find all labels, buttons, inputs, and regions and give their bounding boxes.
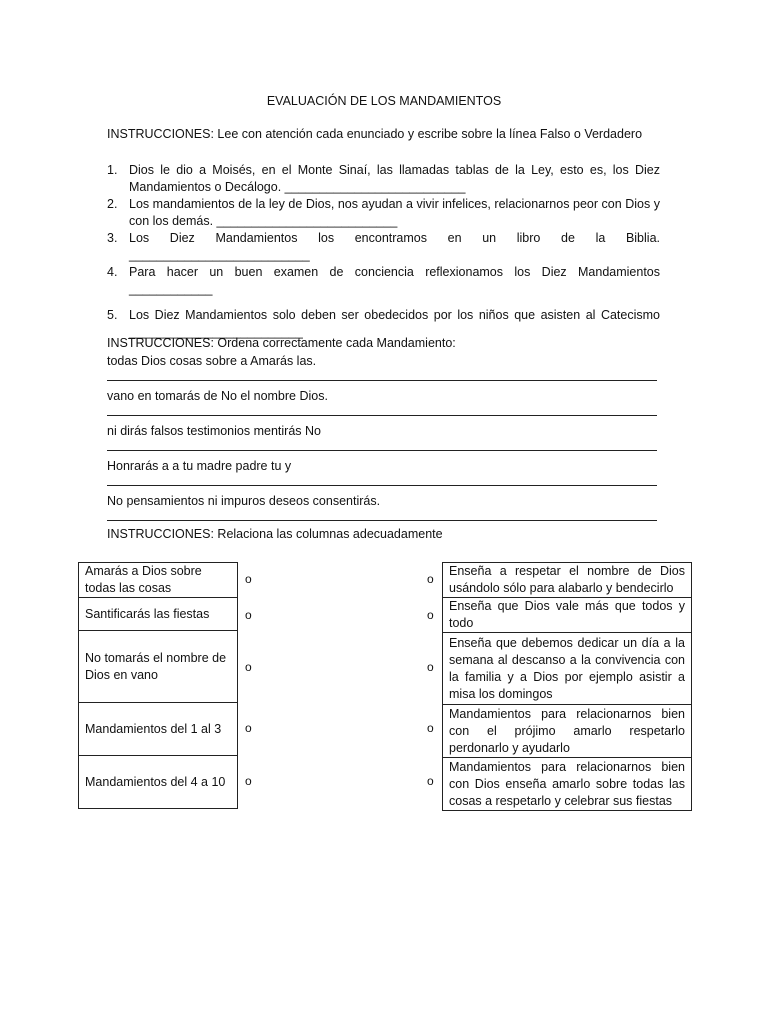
left-column-cell: Santificarás las fiestas <box>79 598 238 631</box>
scrambled-commandment: vano en tomarás de No el nombre Dios. <box>107 389 328 403</box>
match-circle-right[interactable]: o <box>427 774 434 788</box>
scrambled-commandment: todas Dios cosas sobre a Amarás las. <box>107 354 317 368</box>
left-column-cell: No tomarás el nombre de Dios en vano <box>79 631 238 703</box>
page-title: EVALUACIÓN DE LOS MANDAMIENTOS <box>266 94 502 108</box>
right-column-cell: Enseña que Dios vale más que todos y todo <box>443 598 692 633</box>
match-circle-left[interactable]: o <box>245 721 252 735</box>
match-circle-right[interactable]: o <box>427 660 434 674</box>
instructions-true-false <box>107 127 667 141</box>
right-column-cell: Enseña que debemos dedicar un día a la semana al descanso a la convivencia con la familia y a Dios por ejemplo asistir a misa los domingos <box>443 633 692 705</box>
question-item <box>107 230 660 264</box>
question-text: Para hacer un buen examen de conciencia reflexionamos los Diez Mandamientos ____________ <box>129 265 660 296</box>
answer-line[interactable] <box>107 484 657 486</box>
instructions-text: Lee con atención cada enunciado y escribe sobre la línea Falso o Verdadero <box>213 127 643 141</box>
question-text: Dios le dio a Moisés, en el Monte Sinaí, las llamadas tablas de la Ley, esto es, los Diez Mandamientos o Decálogo. __________________________ <box>129 163 660 194</box>
instructions-label: INSTRUCCIONES: <box>107 336 214 350</box>
match-circle-left[interactable]: o <box>245 660 252 674</box>
question-number: 3. <box>107 231 118 245</box>
question-item <box>107 162 660 196</box>
match-circle-left[interactable]: o <box>245 774 252 788</box>
question-text: Los Diez Mandamientos los encontramos en un libro de la Biblia. __________________________ <box>129 231 660 262</box>
question-item <box>107 264 660 298</box>
true-false-list <box>107 162 660 341</box>
question-number: 4. <box>107 265 118 279</box>
question-number: 1. <box>107 163 118 177</box>
scrambled-commandment: Honrarás a a tu madre padre tu y <box>107 459 292 473</box>
question-item <box>107 196 660 230</box>
left-column-cell: Mandamientos del 1 al 3 <box>79 703 238 756</box>
question-number: 2. <box>107 197 118 211</box>
question-number: 5. <box>107 308 118 322</box>
left-column-table <box>78 562 238 809</box>
instructions-text: Relaciona las columnas adecuadamente <box>213 527 443 541</box>
order-list <box>107 353 657 528</box>
answer-line[interactable] <box>107 379 657 381</box>
answer-line[interactable] <box>107 414 657 416</box>
match-circle-right[interactable]: o <box>427 721 434 735</box>
left-column-cell: Mandamientos del 4 a 10 <box>79 756 238 809</box>
instructions-label: INSTRUCCIONES: <box>107 127 214 141</box>
scrambled-commandment: No pensamientos ni impuros deseos consentirás. <box>107 494 381 508</box>
match-circle-left[interactable]: o <box>245 608 252 622</box>
match-circle-left[interactable]: o <box>245 572 252 586</box>
right-column-cell: Enseña a respetar el nombre de Dios usándolo sólo para alabarlo y bendecirlo <box>443 563 692 598</box>
right-column-table <box>442 562 692 811</box>
instructions-text: Ordena correctamente cada Mandamiento: <box>213 336 456 350</box>
answer-line[interactable] <box>107 449 657 451</box>
question-text: Los mandamientos de la ley de Dios, nos ayudan a vivir infelices, relacionarnos peor con Dios y con los demás. __________________________ <box>129 197 660 228</box>
match-circle-right[interactable]: o <box>427 572 434 586</box>
question-text: Los Diez Mandamientos solo deben ser obedecidos por los niños que asisten al Catecismo _________________________ <box>129 308 660 339</box>
instructions-match <box>107 527 667 541</box>
match-circle-right[interactable]: o <box>427 608 434 622</box>
left-column-cell: Amarás a Dios sobre todas las cosas <box>79 563 238 598</box>
right-column-cell: Mandamientos para relacionarnos bien con Dios enseña amarlo sobre todas las cosas a respetarlo y celebrar sus fiestas <box>443 758 692 811</box>
instructions-label: INSTRUCCIONES: <box>107 527 214 541</box>
instructions-order <box>107 336 667 350</box>
answer-line[interactable] <box>107 519 657 521</box>
scrambled-commandment: ni dirás falsos testimonios mentirás No <box>107 424 321 438</box>
right-column-cell: Mandamientos para relacionarnos bien con el prójimo amarlo respetarlo perdonarlo y ayudarlo <box>443 705 692 758</box>
